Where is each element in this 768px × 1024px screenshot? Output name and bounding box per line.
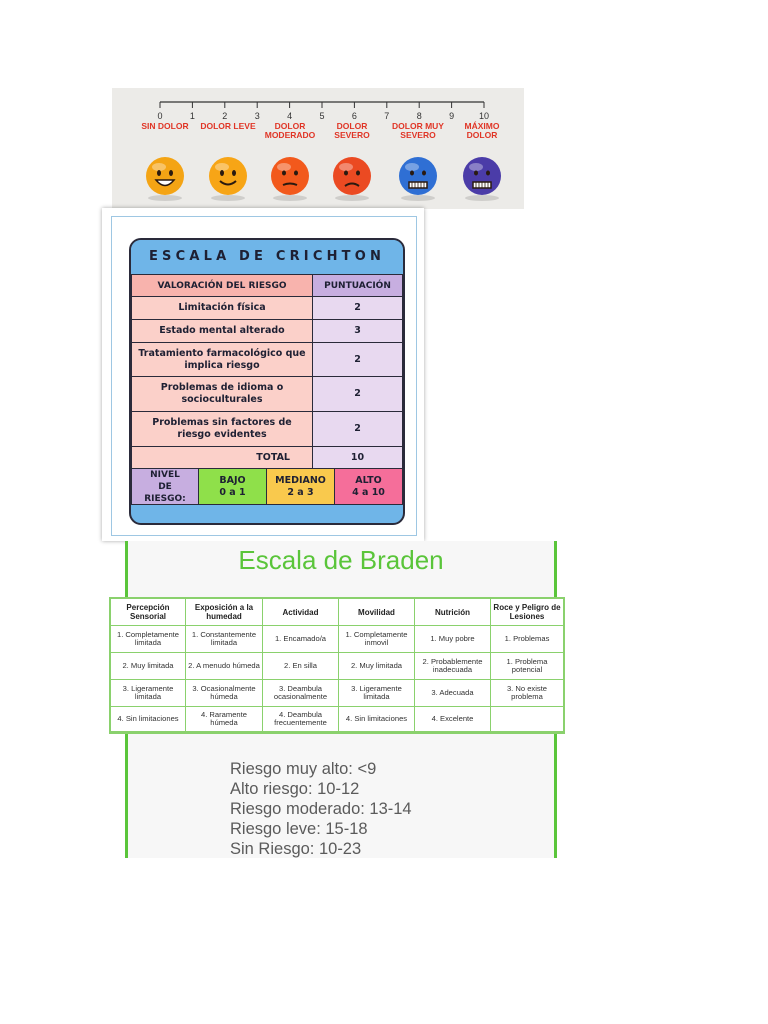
pain-scale-tick-label: 2 bbox=[222, 111, 228, 121]
braden-cell: 3. Ligeramente limitada bbox=[111, 680, 186, 707]
crichton-header-score: PUNTUACIÓN bbox=[312, 274, 403, 297]
braden-cell bbox=[491, 707, 563, 732]
braden-title: Escala de Braden bbox=[238, 545, 444, 575]
risk-high-name: ALTO bbox=[355, 474, 382, 486]
braden-cell: 2. A menudo húmeda bbox=[186, 653, 263, 680]
crichton-card bbox=[102, 208, 424, 541]
braden-cell: 1. Encamado/a bbox=[263, 626, 339, 653]
braden-cell: 1. Muy pobre bbox=[415, 626, 491, 653]
pain-level-label: SIN DOLOR bbox=[141, 121, 189, 131]
risk-level-item: Sin Riesgo: 10-23 bbox=[230, 840, 362, 858]
pain-scale-tick-label: 6 bbox=[351, 111, 357, 121]
braden-cell: 1. Constantemente limitada bbox=[186, 626, 263, 653]
risk-low-range: 0 a 1 bbox=[219, 486, 246, 498]
pain-level-label: DOLOR LEVE bbox=[200, 121, 256, 131]
crichton-table bbox=[129, 238, 405, 525]
pain-scale-tick-label: 1 bbox=[189, 111, 195, 121]
braden-table bbox=[109, 597, 565, 734]
braden-cell: 4. Excelente bbox=[415, 707, 491, 732]
crichton-risk-medium bbox=[266, 468, 335, 505]
braden-column-header: Exposición a la humedad bbox=[186, 599, 263, 626]
crichton-risk-high bbox=[334, 468, 403, 505]
pain-level-label: MÁXIMO DOLOR bbox=[464, 121, 500, 140]
braden-cell: 3. No existe problema bbox=[491, 680, 563, 707]
crichton-row-criterion: Estado mental alterado bbox=[131, 319, 313, 343]
pain-scale-tick-label: 0 bbox=[157, 111, 163, 121]
crichton-row-criterion: Limitación física bbox=[131, 296, 313, 320]
pain-level-label: DOLOR SEVERO bbox=[334, 121, 370, 140]
crichton-title: ESCALA DE CRICHTON bbox=[131, 240, 403, 274]
pain-scale-tick-label: 9 bbox=[449, 111, 455, 121]
braden-cell: 4. Sin limitaciones bbox=[339, 707, 415, 732]
risk-low-name: BAJO bbox=[219, 474, 246, 486]
pain-scale-tick-label: 8 bbox=[416, 111, 422, 121]
pain-scale-tick-label: 7 bbox=[384, 111, 390, 121]
braden-risk-list bbox=[230, 759, 412, 859]
pain-scale-tick-label: 3 bbox=[254, 111, 260, 121]
pain-level-label: DOLOR MUY SEVERO bbox=[392, 121, 444, 140]
crichton-risk-label: NIVEL DE RIESGO: bbox=[131, 468, 199, 505]
braden-column-header: Actividad bbox=[263, 599, 339, 626]
braden-cell: 3. Ocasionalmente húmeda bbox=[186, 680, 263, 707]
risk-medium-name: MEDIANO bbox=[275, 474, 326, 486]
pain-face-icon bbox=[146, 157, 184, 201]
pain-face-icon bbox=[209, 157, 247, 201]
risk-level-item: Riesgo moderado: 13-14 bbox=[230, 800, 412, 818]
pain-face-icon bbox=[333, 157, 371, 201]
braden-cell: 2. Muy limitada bbox=[339, 653, 415, 680]
crichton-row-score: 2 bbox=[312, 342, 403, 377]
crichton-frame bbox=[111, 216, 417, 536]
braden-cell: 3. Ligeramente limitada bbox=[339, 680, 415, 707]
pain-level-label: DOLOR MODERADO bbox=[264, 121, 316, 140]
braden-cell: 3. Deambula ocasionalmente bbox=[263, 680, 339, 707]
risk-medium-range: 2 a 3 bbox=[287, 486, 314, 498]
braden-cell: 2. Muy limitada bbox=[111, 653, 186, 680]
braden-column-header: Percepción Sensorial bbox=[111, 599, 186, 626]
braden-column-header: Movilidad bbox=[339, 599, 415, 626]
risk-high-range: 4 a 10 bbox=[352, 486, 385, 498]
pain-face-icon bbox=[399, 157, 437, 201]
pain-scale-image bbox=[112, 88, 524, 209]
crichton-row-score: 2 bbox=[312, 411, 403, 447]
braden-cell: 1. Completamente inmovil bbox=[339, 626, 415, 653]
pain-scale-tick-label: 10 bbox=[478, 111, 490, 121]
crichton-row-criterion: Problemas de idioma o socioculturales bbox=[131, 376, 313, 412]
pain-scale-tick-label: 5 bbox=[319, 111, 325, 121]
crichton-row-criterion: Problemas sin factores de riesgo evidentes bbox=[131, 411, 313, 447]
braden-column-header: Nutrición bbox=[415, 599, 491, 626]
braden-cell: 4. Raramente húmeda bbox=[186, 707, 263, 732]
braden-cell: 4. Sin limitaciones bbox=[111, 707, 186, 732]
braden-cell: 1. Problema potencial bbox=[491, 653, 563, 680]
braden-cell: 4. Deambula frecuentemente bbox=[263, 707, 339, 732]
crichton-total-label: TOTAL bbox=[131, 446, 313, 469]
crichton-row-score: 2 bbox=[312, 296, 403, 320]
braden-cell: 2. Probablemente inadecuada bbox=[415, 653, 491, 680]
crichton-risk-low bbox=[198, 468, 267, 505]
crichton-row-score: 3 bbox=[312, 319, 403, 343]
braden-cell: 1. Completamente limitada bbox=[111, 626, 186, 653]
risk-level-item: Alto riesgo: 10-12 bbox=[230, 780, 360, 798]
crichton-row-score: 2 bbox=[312, 376, 403, 412]
pain-scale-ruler bbox=[112, 88, 524, 209]
braden-cell: 3. Adecuada bbox=[415, 680, 491, 707]
crichton-total-score: 10 bbox=[312, 446, 403, 469]
pain-face-icon bbox=[271, 157, 309, 201]
pain-scale-tick-label: 4 bbox=[287, 111, 293, 121]
risk-level-item: Riesgo muy alto: <9 bbox=[230, 760, 377, 778]
braden-column-header: Roce y Peligro de Lesiones bbox=[491, 599, 563, 626]
crichton-row-criterion: Tratamiento farmacológico que implica riesgo bbox=[131, 342, 313, 377]
crichton-header-criterion: VALORACIÓN DEL RIESGO bbox=[131, 274, 313, 297]
risk-level-item: Riesgo leve: 15-18 bbox=[230, 820, 368, 838]
pain-face-icon bbox=[463, 157, 501, 201]
braden-cell: 2. En silla bbox=[263, 653, 339, 680]
braden-cell: 1. Problemas bbox=[491, 626, 563, 653]
